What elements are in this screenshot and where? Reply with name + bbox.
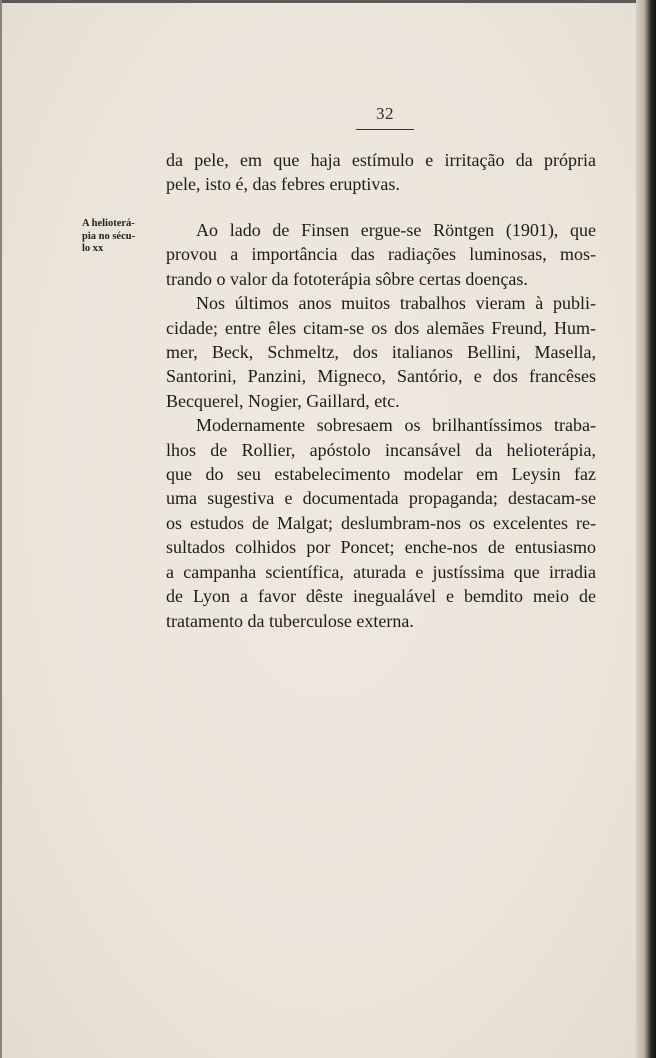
text-line: Becquerel, Nogier, Gaillard, etc. xyxy=(166,390,400,411)
text-line: que do seu estabelecimento modelar em Leysin faz xyxy=(166,464,596,485)
body-text xyxy=(166,218,596,633)
book-spine-shadow xyxy=(636,0,656,1058)
text-line: Nos últimos anos muitos trabalhos vieram à publi- xyxy=(196,293,596,314)
margin-note-line: lo xx xyxy=(82,243,104,254)
text-line: pele, isto é, das febres eruptivas. xyxy=(166,174,400,195)
text-line: cidade; entre êles citam-se os dos alemães Freund, Hum- xyxy=(166,317,596,338)
text-line: Modernamente sobresaem os brilhantíssimos traba- xyxy=(196,415,596,436)
text-line: da pele, em que haja estímulo e irritação da própria xyxy=(166,150,596,170)
text-line: Santorini, Panzini, Migneco, Santório, e dos francêses xyxy=(166,366,596,387)
text-line: uma sugestiva e documentada propaganda; destacam-se xyxy=(166,488,596,509)
text-line: Ao lado de Finsen ergue-se Röntgen (1901), que xyxy=(196,220,596,240)
margin-note-line: A helioterá- xyxy=(82,218,135,229)
text-line: mer, Beck, Schmeltz, dos italianos Bellini, Masella, xyxy=(166,342,596,363)
text-line: os estudos de Malgat; deslumbram-nos os excelentes re- xyxy=(166,512,596,533)
margin-note-line: pia no sécu- xyxy=(82,230,136,242)
margin-note xyxy=(82,218,157,256)
text-line: lhos de Rollier, apóstolo incansável da helioterápia, xyxy=(166,439,596,460)
page-top-border xyxy=(0,0,656,3)
page-left-border xyxy=(0,0,2,1058)
text-line: trando o valor da fototerápia sôbre certas doenças. xyxy=(166,268,528,289)
text-line: a campanha scientífica, aturada e justíssima que irradia xyxy=(166,561,596,582)
page-number: 32 xyxy=(376,104,394,123)
text-line: sultados colhidos por Poncet; enche-nos de entusiasmo xyxy=(166,537,596,558)
page-number-rule xyxy=(356,129,414,130)
paragraph-continuation xyxy=(166,148,596,197)
text-line: de Lyon a favor dêste inegualável e bemdito meio de xyxy=(166,586,596,607)
text-line: tratamento da tuberculose externa. xyxy=(166,610,414,631)
text-line: provou a importância das radiações luminosas, mos- xyxy=(166,244,596,265)
